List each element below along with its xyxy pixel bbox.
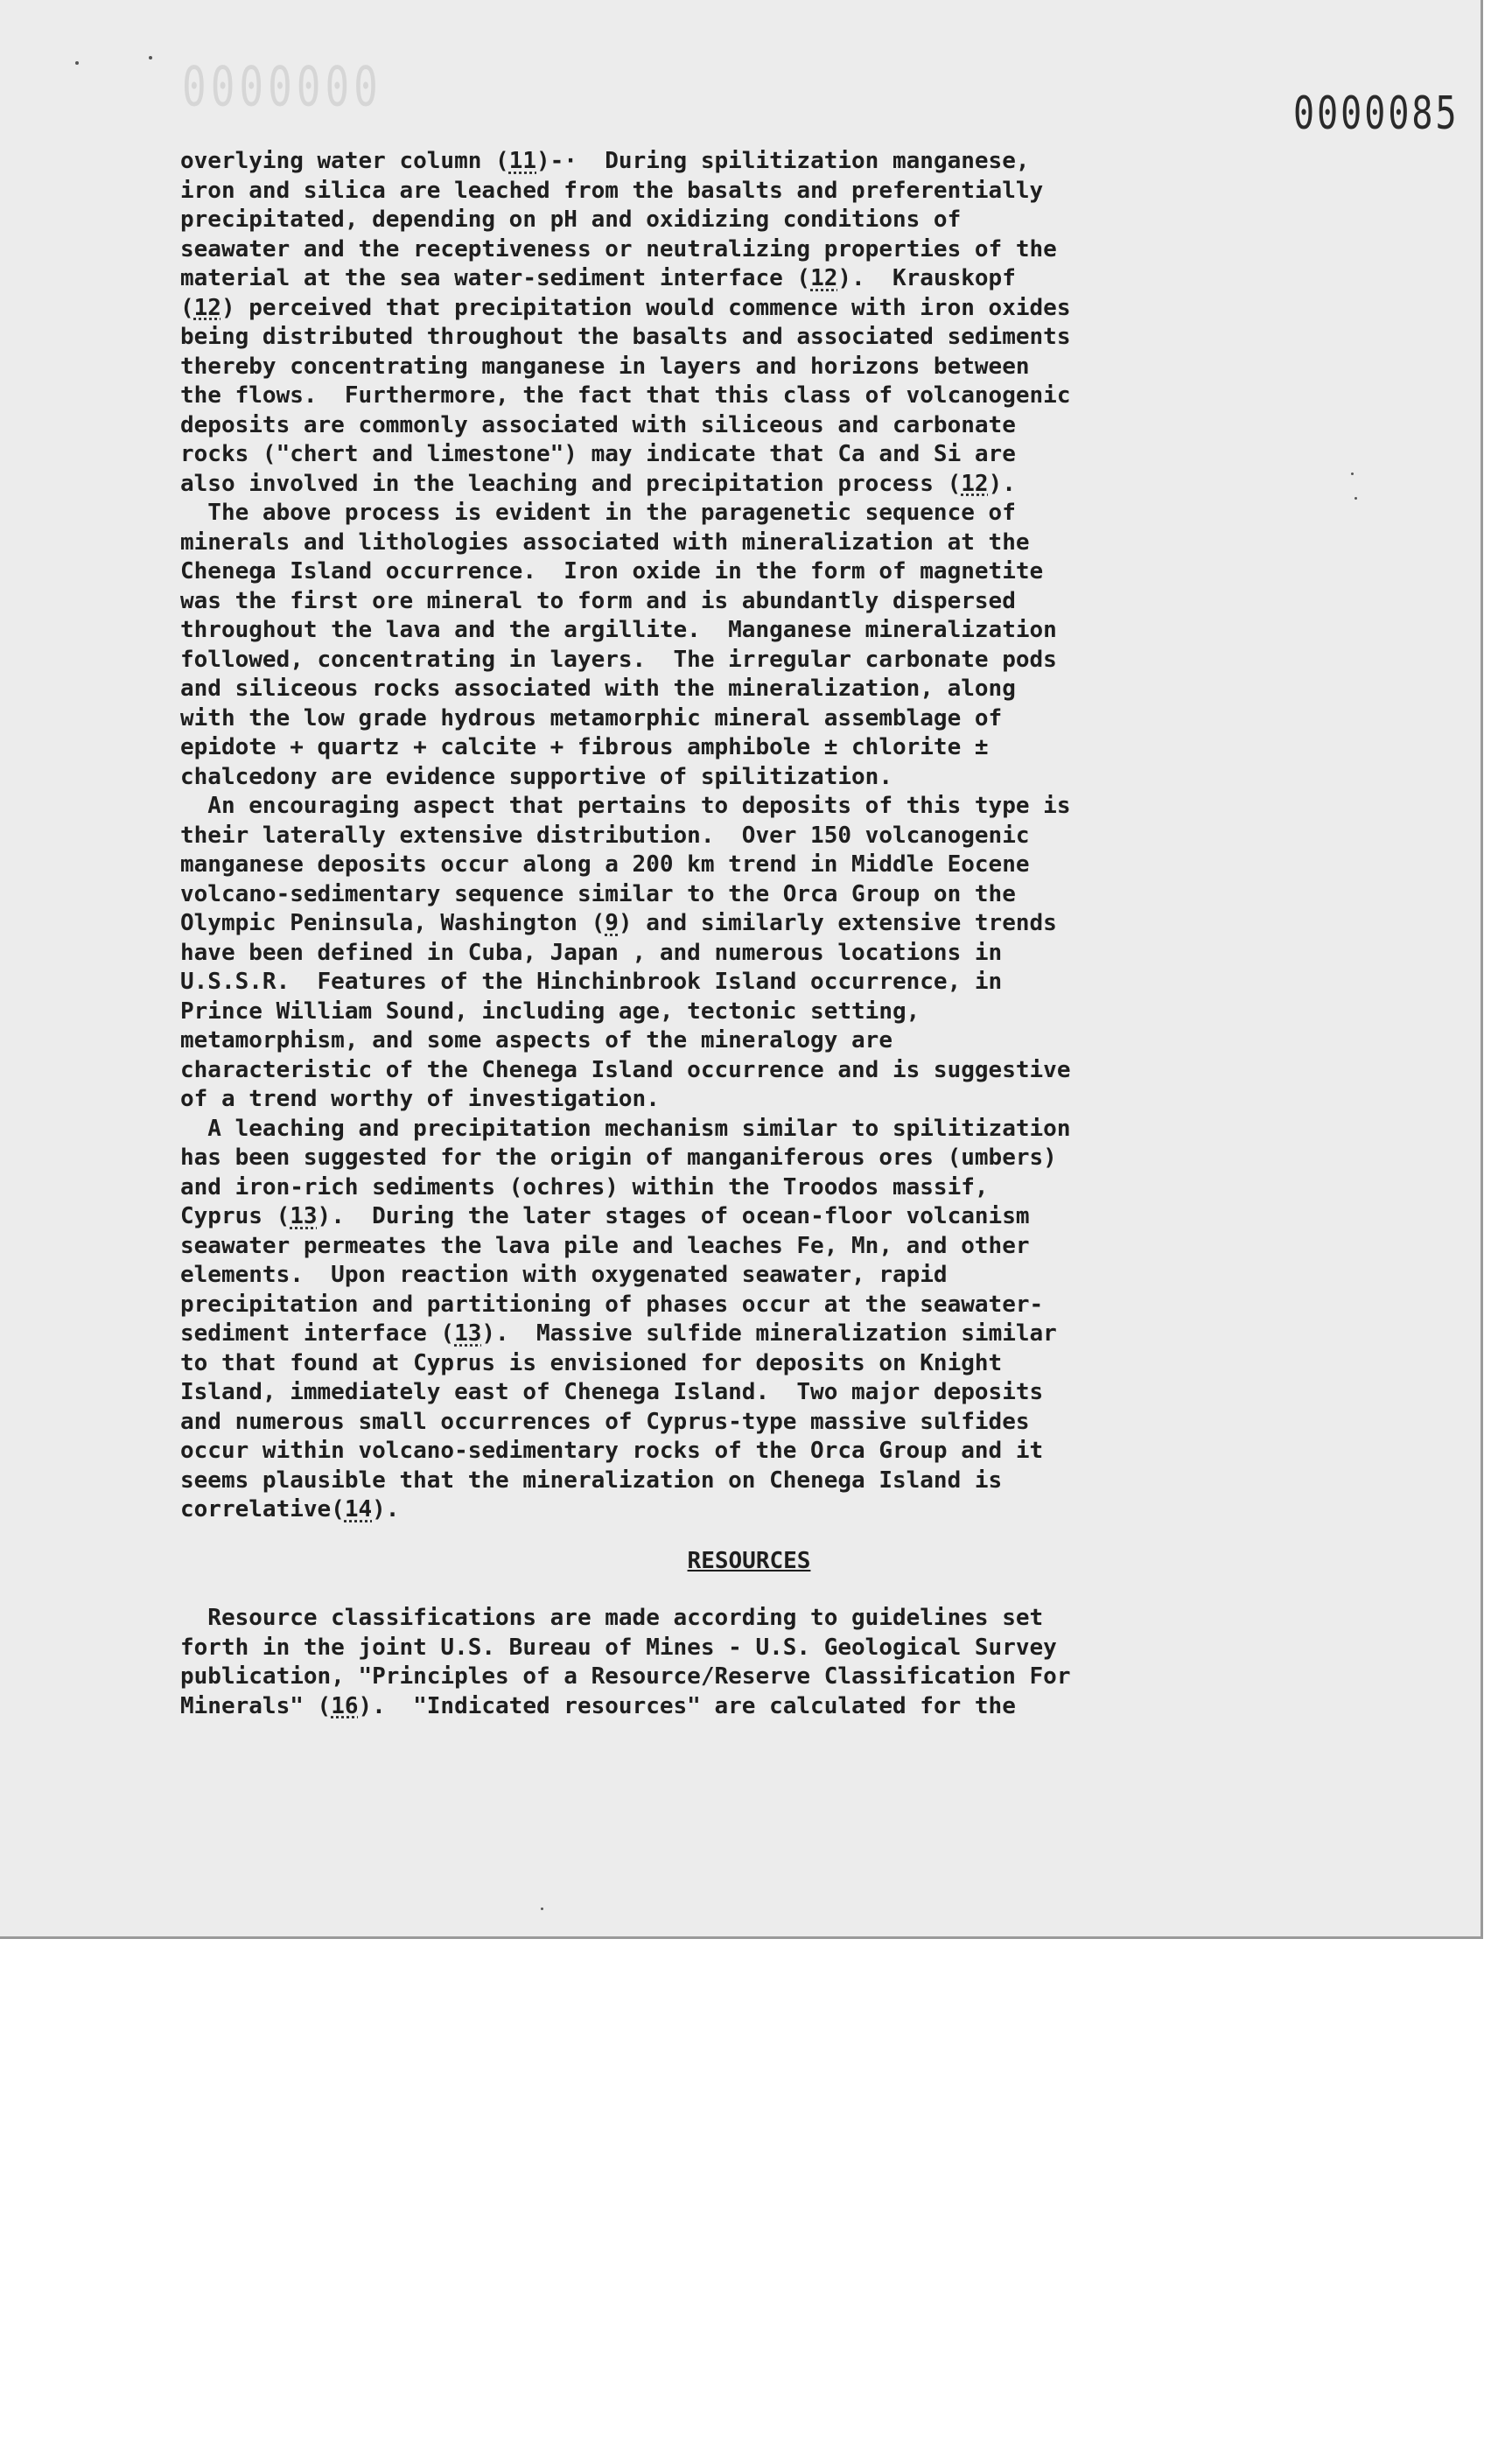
- text-line: has been suggested for the origin of manganiferous ores (umbers): [180, 1144, 1057, 1171]
- text-line: precipitation and partitioning of phases occur at the seawater-: [180, 1291, 1044, 1318]
- text-line: have been defined in Cuba, Japan , and numerous locations in: [180, 939, 1003, 966]
- text-line: minerals and lithologies associated with mineralization at the: [180, 528, 1030, 556]
- text-line: A leaching and precipitation mechanism similar to spilitization: [180, 1115, 1071, 1142]
- text-line: rocks ("chert and limestone") may indicate that Ca and Si are: [180, 441, 1016, 467]
- text-line: followed, concentrating in layers. The irregular carbonate pods: [180, 646, 1057, 673]
- text-line: with the low grade hydrous metamorphic mineral assemblage of: [180, 704, 1003, 732]
- reference-number: 12: [810, 265, 838, 291]
- scan-speck: [1354, 497, 1357, 500]
- reference-number: 11: [508, 148, 536, 174]
- text-line: elements. Upon reaction with oxygenated seawater, rapid: [180, 1262, 948, 1288]
- text-line: the flows. Furthermore, the fact that this class of volcanogenic: [180, 382, 1071, 409]
- text-line: being distributed throughout the basalts and associated sediments: [180, 324, 1071, 350]
- text-line: forth in the joint U.S. Bureau of Mines - U.S. Geological Survey: [180, 1634, 1057, 1661]
- text-line: seems plausible that the mineralization on Chenega Island is: [180, 1466, 1003, 1494]
- text-line: seawater permeates the lava pile and leaches Fe, Mn, and other: [180, 1232, 1030, 1259]
- text-line: publication, "Principles of a Resource/Reserve Classification For: [180, 1663, 1071, 1690]
- text-line: overlying water column (11)-· During spilitization manganese,: [180, 148, 1030, 174]
- text-line: deposits are commonly associated with siliceous and carbonate: [180, 411, 1016, 438]
- text-line: seawater and the receptiveness or neutralizing properties of the: [180, 235, 1057, 262]
- text-line: and iron-rich sediments (ochres) within the Troodos massif,: [180, 1173, 989, 1200]
- text-line: epidote + quartz + calcite + fibrous amphibole ± chlorite ±: [180, 734, 989, 760]
- text-line: characteristic of the Chenega Island occurrence and is suggestive: [180, 1056, 1071, 1083]
- text-line: to that found at Cyprus is envisioned for deposits on Knight: [180, 1349, 1003, 1376]
- page-number: 0000085: [1293, 88, 1460, 140]
- text-line: thereby concentrating manganese in layers and horizons between: [180, 353, 1030, 380]
- text-line: was the first ore mineral to form and is abundantly dispersed: [180, 587, 1016, 614]
- section-heading: RESOURCES: [687, 1547, 811, 1574]
- text-line: An encouraging aspect that pertains to deposits of this type is: [180, 793, 1071, 819]
- text-line: correlative(14).: [180, 1496, 400, 1522]
- reference-number: 9: [605, 910, 619, 936]
- text-line: volcano-sedimentary sequence similar to the Orca Group on the: [180, 880, 1016, 907]
- reference-number: 13: [454, 1320, 482, 1347]
- text-line: material at the sea water-sediment interface (12). Krauskopf: [180, 265, 1016, 291]
- text-line: also involved in the leaching and precipitation process (12).: [180, 470, 1016, 497]
- text-line: Island, immediately east of Chenega Island. Two major deposits: [180, 1379, 1044, 1405]
- text-line: chalcedony are evidence supportive of spilitization.: [180, 763, 892, 790]
- text-line: iron and silica are leached from the basalts and preferentially: [180, 177, 1044, 204]
- text-line: sediment interface (13). Massive sulfide mineralization similar: [180, 1320, 1057, 1347]
- text-line: Resource classifications are made according to guidelines set: [180, 1605, 1044, 1631]
- text-line: The above process is evident in the paragenetic sequence of: [180, 500, 1016, 526]
- text-line: metamorphism, and some aspects of the mineralogy are: [180, 1027, 892, 1054]
- scan-speck: [1351, 472, 1354, 475]
- bleed-through-number: 0000000: [182, 54, 382, 119]
- text-line: manganese deposits occur along a 200 km trend in Middle Eocene: [180, 851, 1030, 878]
- scan-speck: [149, 56, 152, 60]
- scan-speck: [541, 1908, 543, 1910]
- reference-number: 14: [344, 1496, 373, 1522]
- text-line: Cyprus (13). During the later stages of ocean-floor volcanism: [180, 1203, 1030, 1229]
- reference-number: 12: [193, 294, 221, 321]
- reference-number: 13: [290, 1203, 318, 1229]
- text-line: Chenega Island occurrence. Iron oxide in the form of magnetite: [180, 558, 1044, 584]
- text-line: and siliceous rocks associated with the mineralization, along: [180, 676, 1016, 702]
- reference-number: 12: [961, 470, 989, 497]
- text-line: occur within volcano-sedimentary rocks of the Orca Group and it: [180, 1438, 1044, 1464]
- text-line: Olympic Peninsula, Washington (9) and similarly extensive trends: [180, 910, 1057, 936]
- text-line: precipitated, depending on pH and oxidizing conditions of: [180, 206, 962, 233]
- text-line: throughout the lava and the argillite. Manganese mineralization: [180, 617, 1057, 643]
- text-line: of a trend worthy of investigation.: [180, 1086, 660, 1112]
- text-line: and numerous small occurrences of Cyprus-type massive sulfides: [180, 1408, 1030, 1435]
- text-line: Prince William Sound, including age, tectonic setting,: [180, 998, 920, 1025]
- reference-number: 16: [331, 1692, 359, 1719]
- scan-speck: [75, 61, 79, 65]
- text-line: their laterally extensive distribution. Over 150 volcanogenic: [180, 822, 1030, 849]
- body-text: [180, 147, 1318, 1721]
- text-line: (12) perceived that precipitation would commence with iron oxides: [180, 294, 1071, 321]
- text-line: U.S.S.R. Features of the Hinchinbrook Island occurrence, in: [180, 969, 1003, 995]
- text-line: Minerals" (16). "Indicated resources" are calculated for the: [180, 1692, 1016, 1719]
